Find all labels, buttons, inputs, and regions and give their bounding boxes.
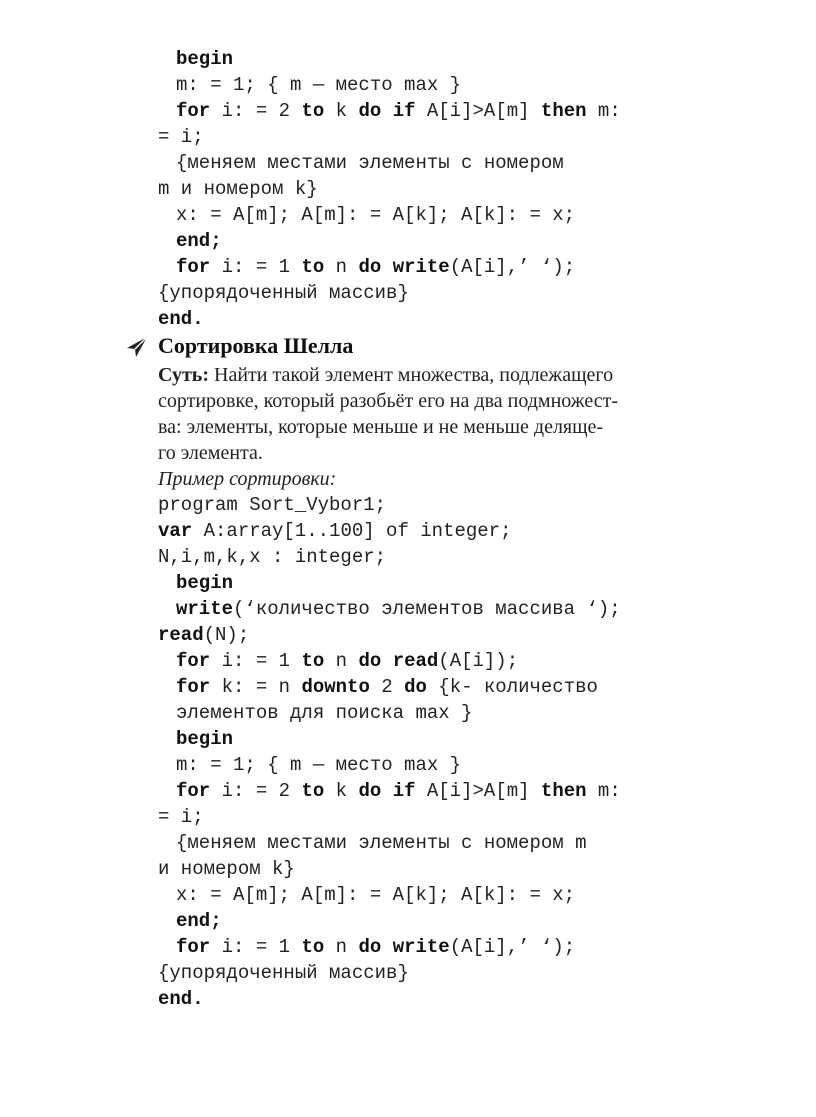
example-label: Пример сортировки: [158,468,337,490]
code-comment: {упорядоченный массив} [158,962,409,984]
code-line: for i: = 2 to k do if A[i]>A[m] then m: [176,100,621,122]
code-line: end. [158,988,204,1010]
code-line: m: = 1; { m — место max } [176,74,462,96]
code-line: for i: = 1 to n do read(A[i]); [176,650,519,672]
code-line: for i: = 2 to k do if A[i]>A[m] then m: [176,780,621,802]
code-line: = i; [158,126,204,148]
code-line: begin [176,572,234,594]
code-comment: {меняем местами элементы с номером m [176,832,587,854]
code-comment: {упорядоченный массив} [158,282,409,304]
code-line: N,i,m,k,x : integer; [158,546,387,568]
code-line: var A:array[1..100] of integer; [158,520,512,542]
code-line: for k: = n downto 2 do {k- количество [176,676,598,698]
code-line: program Sort_Vybor1; [158,494,387,516]
code-line: begin [176,728,234,750]
code-line: end; [176,230,222,252]
code-line: for i: = 1 to n do write(A[i],’ ‘); [176,256,576,278]
code-line: read(N); [158,624,250,646]
code-line: x: = A[m]; A[m]: = A[k]; A[k]: = x; [176,204,576,226]
code-line: for i: = 1 to n do write(A[i],’ ‘); [176,936,576,958]
pencil-arrow-icon [126,336,148,358]
code-comment: {меняем местами элементы с номером [176,152,564,174]
code-line: write(‘количество элементов массива ‘); [176,598,621,620]
code-line: = i; [158,806,204,828]
code-line: end; [176,910,222,932]
code-line: m: = 1; { m — место max } [176,754,462,776]
code-comment: m и номером k} [158,178,318,200]
essence-paragraph: Суть: Найти такой элемент множества, подлежащего сортировке, который разобьёт его на два подмножест- ва: элементы, которые меньше и не меньше деляще- го элемента. [158,364,618,464]
code-line: x: = A[m]; A[m]: = A[k]; A[k]: = x; [176,884,576,906]
code-comment: элементов для поиска max } [176,702,473,724]
section-title: Сортировка Шелла [158,333,354,358]
code-line: begin [176,48,234,70]
code-line: end. [158,308,204,330]
code-comment: и номером k} [158,858,295,880]
essence-label: Суть: [158,364,210,386]
